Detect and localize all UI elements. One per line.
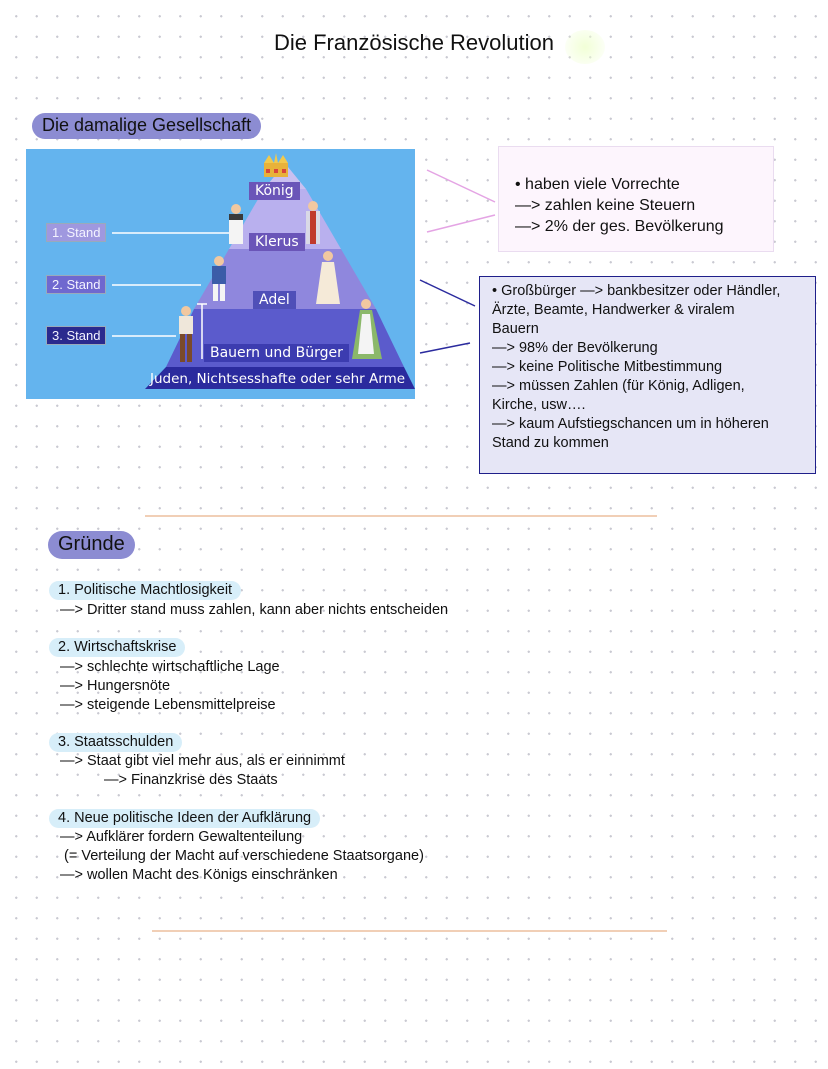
reason-3-line-1: —> Staat gibt viel mehr aus, als er einnimmt xyxy=(60,753,345,769)
info-box-stand-3 xyxy=(479,276,816,474)
divider-2 xyxy=(152,930,667,932)
stand-2-label: 2. Stand xyxy=(46,275,106,294)
level-adel: Adel xyxy=(253,291,296,309)
level-base: Juden, Nichtsesshafte oder sehr Arme xyxy=(150,371,406,387)
stand-1-label: 1. Stand xyxy=(46,223,106,242)
reason-1-title xyxy=(49,581,241,600)
section-heading-gruende: Gründe xyxy=(48,531,135,559)
box2-line-7: Kirche, usw…. xyxy=(492,397,586,413)
stand-3-label: 3. Stand xyxy=(46,326,106,345)
reason-3-title-text: 3. Staatsschulden xyxy=(49,733,182,752)
box2-line-4: —> 98% der Bevölkerung xyxy=(492,340,658,356)
box2-line-6: —> müssen Zahlen (für König, Adligen, xyxy=(492,378,745,394)
reason-2-title xyxy=(49,638,185,657)
page-title: Die Französische Revolution xyxy=(273,30,555,55)
box1-line-2: —> zahlen keine Steuern xyxy=(515,197,696,214)
reason-4-title-text: 4. Neue politische Ideen der Aufklärung xyxy=(49,809,320,828)
section-heading-gesellschaft: Die damalige Gesellschaft xyxy=(32,113,261,139)
reason-2-line-3: —> steigende Lebensmittelpreise xyxy=(60,697,276,713)
level-klerus: Klerus xyxy=(249,233,305,251)
reason-4-line-1: —> Aufklärer fordern Gewaltenteilung xyxy=(60,829,303,845)
box2-line-5: —> keine Politische Mitbestimmung xyxy=(492,359,723,375)
pyramid-illustration xyxy=(26,149,415,399)
reason-2-title-text: 2. Wirtschaftskrise xyxy=(49,638,185,657)
reason-4-line-2: (= Verteilung der Macht auf verschiedene Staatsorgane) xyxy=(64,848,424,864)
reason-4-line-3: —> wollen Macht des Königs einschränken xyxy=(60,867,338,883)
box2-line-1: • Großbürger —> bankbesitzer oder Händler, xyxy=(492,283,781,299)
box1-line-3: —> 2% der ges. Bevölkerung xyxy=(515,218,724,235)
info-box-stand-1-2 xyxy=(498,146,774,252)
box1-line-1: • haben viele Vorrechte xyxy=(515,176,680,193)
reason-3-title xyxy=(49,733,182,752)
reason-3-line-2: —> Finanzkrise des Staats xyxy=(104,772,278,788)
box2-line-9: Stand zu kommen xyxy=(492,435,609,451)
reason-1-title-text: 1. Politische Machtlosigkeit xyxy=(49,581,241,600)
level-bauern: Bauern und Bürger xyxy=(204,344,349,362)
reason-2-line-1: —> schlechte wirtschaftliche Lage xyxy=(60,659,280,675)
box2-line-8: —> kaum Aufstiegschancen um in höheren xyxy=(492,416,769,432)
divider-1 xyxy=(145,515,657,517)
box2-line-3: Bauern xyxy=(492,321,539,337)
box2-line-2: Ärzte, Beamte, Handwerker & viralem xyxy=(492,302,735,318)
level-koenig: König xyxy=(249,182,300,200)
reason-1-line-1: —> Dritter stand muss zahlen, kann aber nichts entscheiden xyxy=(60,602,449,618)
reason-4-title xyxy=(49,809,320,828)
reason-2-line-2: —> Hungersnöte xyxy=(60,678,171,694)
